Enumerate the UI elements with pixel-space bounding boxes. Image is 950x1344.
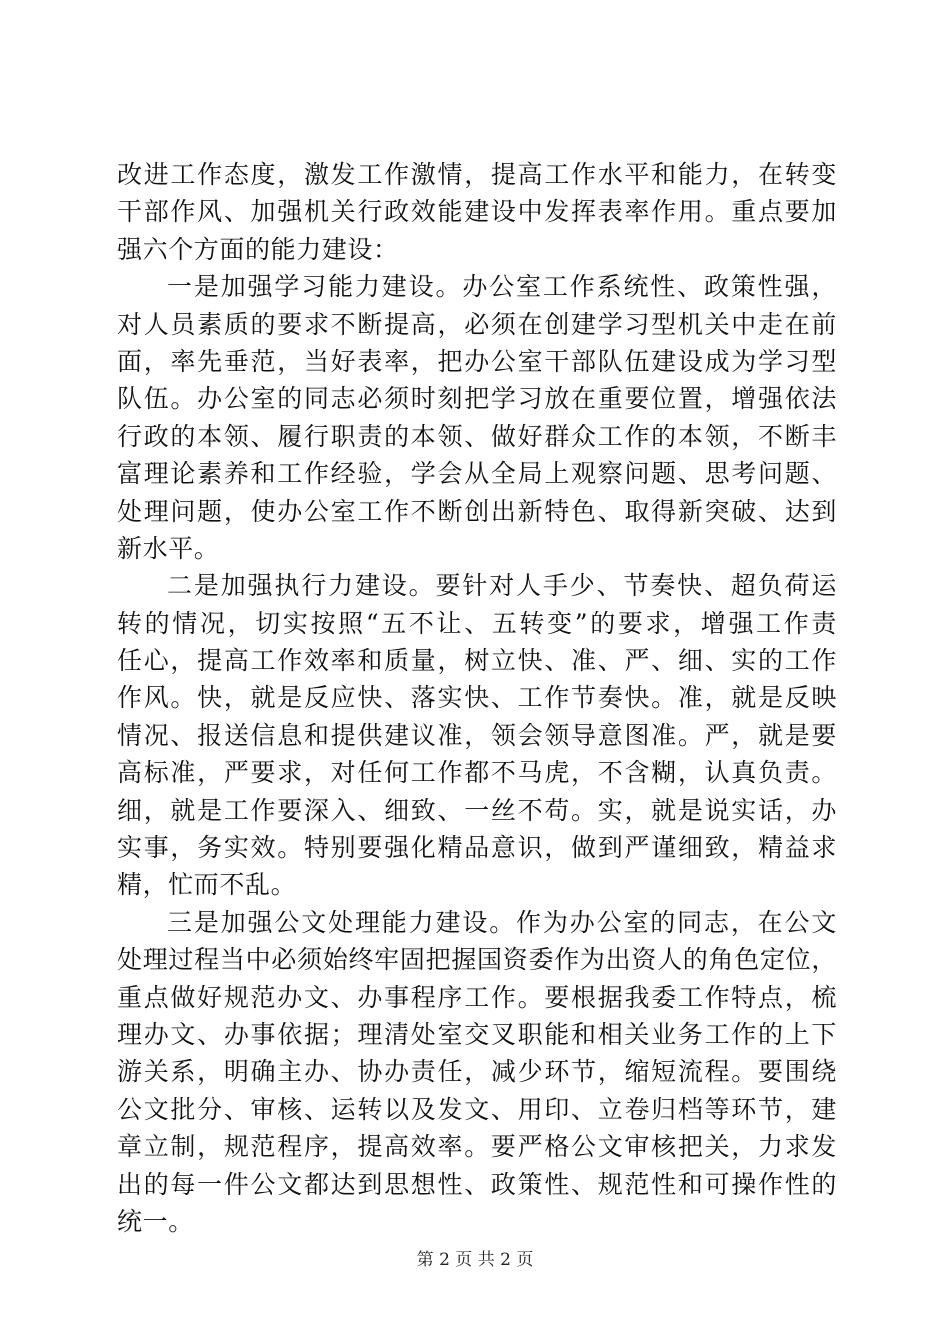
text-line: 队伍。办公室的同志必须时刻把学习放在重要位置，增强依法 <box>117 384 837 414</box>
text-line: 行政的本领、履行职责的本领、做好群众工作的本领，不断丰 <box>117 421 837 451</box>
text-line: 新水平。 <box>117 533 220 563</box>
text-line: 富理论素养和工作经验，学会从全局上观察问题、思考问题、 <box>117 459 837 489</box>
text-line: 游关系，明确主办、协办责任，减少环节，缩短流程。要围绕 <box>117 1057 837 1087</box>
text-line: 统一。 <box>117 1206 194 1236</box>
text-line: 改进工作态度，激发工作激情，提高工作水平和能力，在转变 <box>117 160 837 189</box>
text-line: 公文批分、审核、运转以及发文、用印、立卷归档等环节，建 <box>117 1094 837 1124</box>
text-line: 面，率先垂范，当好表率，把办公室干部队伍建设成为学习型 <box>117 346 837 376</box>
text-line: 转的情况，切实按照“五不让、五转变”的要求，增强工作责 <box>117 608 837 638</box>
text-line: 对人员素质的要求不断提高，必须在创建学习型机关中走在前 <box>117 309 837 339</box>
text-line: 三是加强公文处理能力建设。作为办公室的同志，在公文 <box>167 907 837 937</box>
text-line: 一是加强学习能力建设。办公室工作系统性、政策性强， <box>167 272 837 302</box>
text-line: 任心，提高工作效率和质量，树立快、准、严、细、实的工作 <box>117 646 837 676</box>
text-line: 作风。快，就是反应快、落实快、工作节奏快。准，就是反映 <box>117 683 837 713</box>
text-line: 强六个方面的能力建设： <box>117 234 399 264</box>
page-footer: 第 2 页 共 2 页 <box>416 1250 534 1270</box>
document-body <box>117 156 837 1240</box>
text-line: 重点做好规范办文、办事程序工作。要根据我委工作特点，梳 <box>117 982 837 1012</box>
text-line: 情况、报送信息和提供建议准，领会领导意图准。严，就是要 <box>117 720 837 750</box>
text-line: 干部作风、加强机关行政效能建设中发挥表率作用。重点要加 <box>117 197 837 227</box>
text-line: 出的每一件公文都达到思想性、政策性、规范性和可操作性的 <box>117 1169 837 1199</box>
text-line: 理办文、办事依据；理清处室交叉职能和相关业务工作的上下 <box>117 1019 837 1049</box>
text-line: 二是加强执行力建设。要针对人手少、节奏快、超负荷运 <box>167 571 837 601</box>
text-line: 细，就是工作要深入、细致、一丝不苟。实，就是说实话，办 <box>117 795 837 825</box>
text-line: 处理问题，使办公室工作不断创出新特色、取得新突破、达到 <box>117 496 837 526</box>
text-line: 章立制，规范程序，提高效率。要严格公文审核把关，力求发 <box>117 1132 837 1162</box>
text-line: 处理过程当中必须始终牢固把握国资委作为出资人的角色定位， <box>117 945 837 975</box>
text-line: 精，忙而不乱。 <box>117 870 297 900</box>
text-line: 实事，务实效。特别要强化精品意识，做到严谨细致，精益求 <box>117 833 837 863</box>
text-line: 高标准，严要求，对任何工作都不马虎，不含糊，认真负责。 <box>117 758 837 788</box>
